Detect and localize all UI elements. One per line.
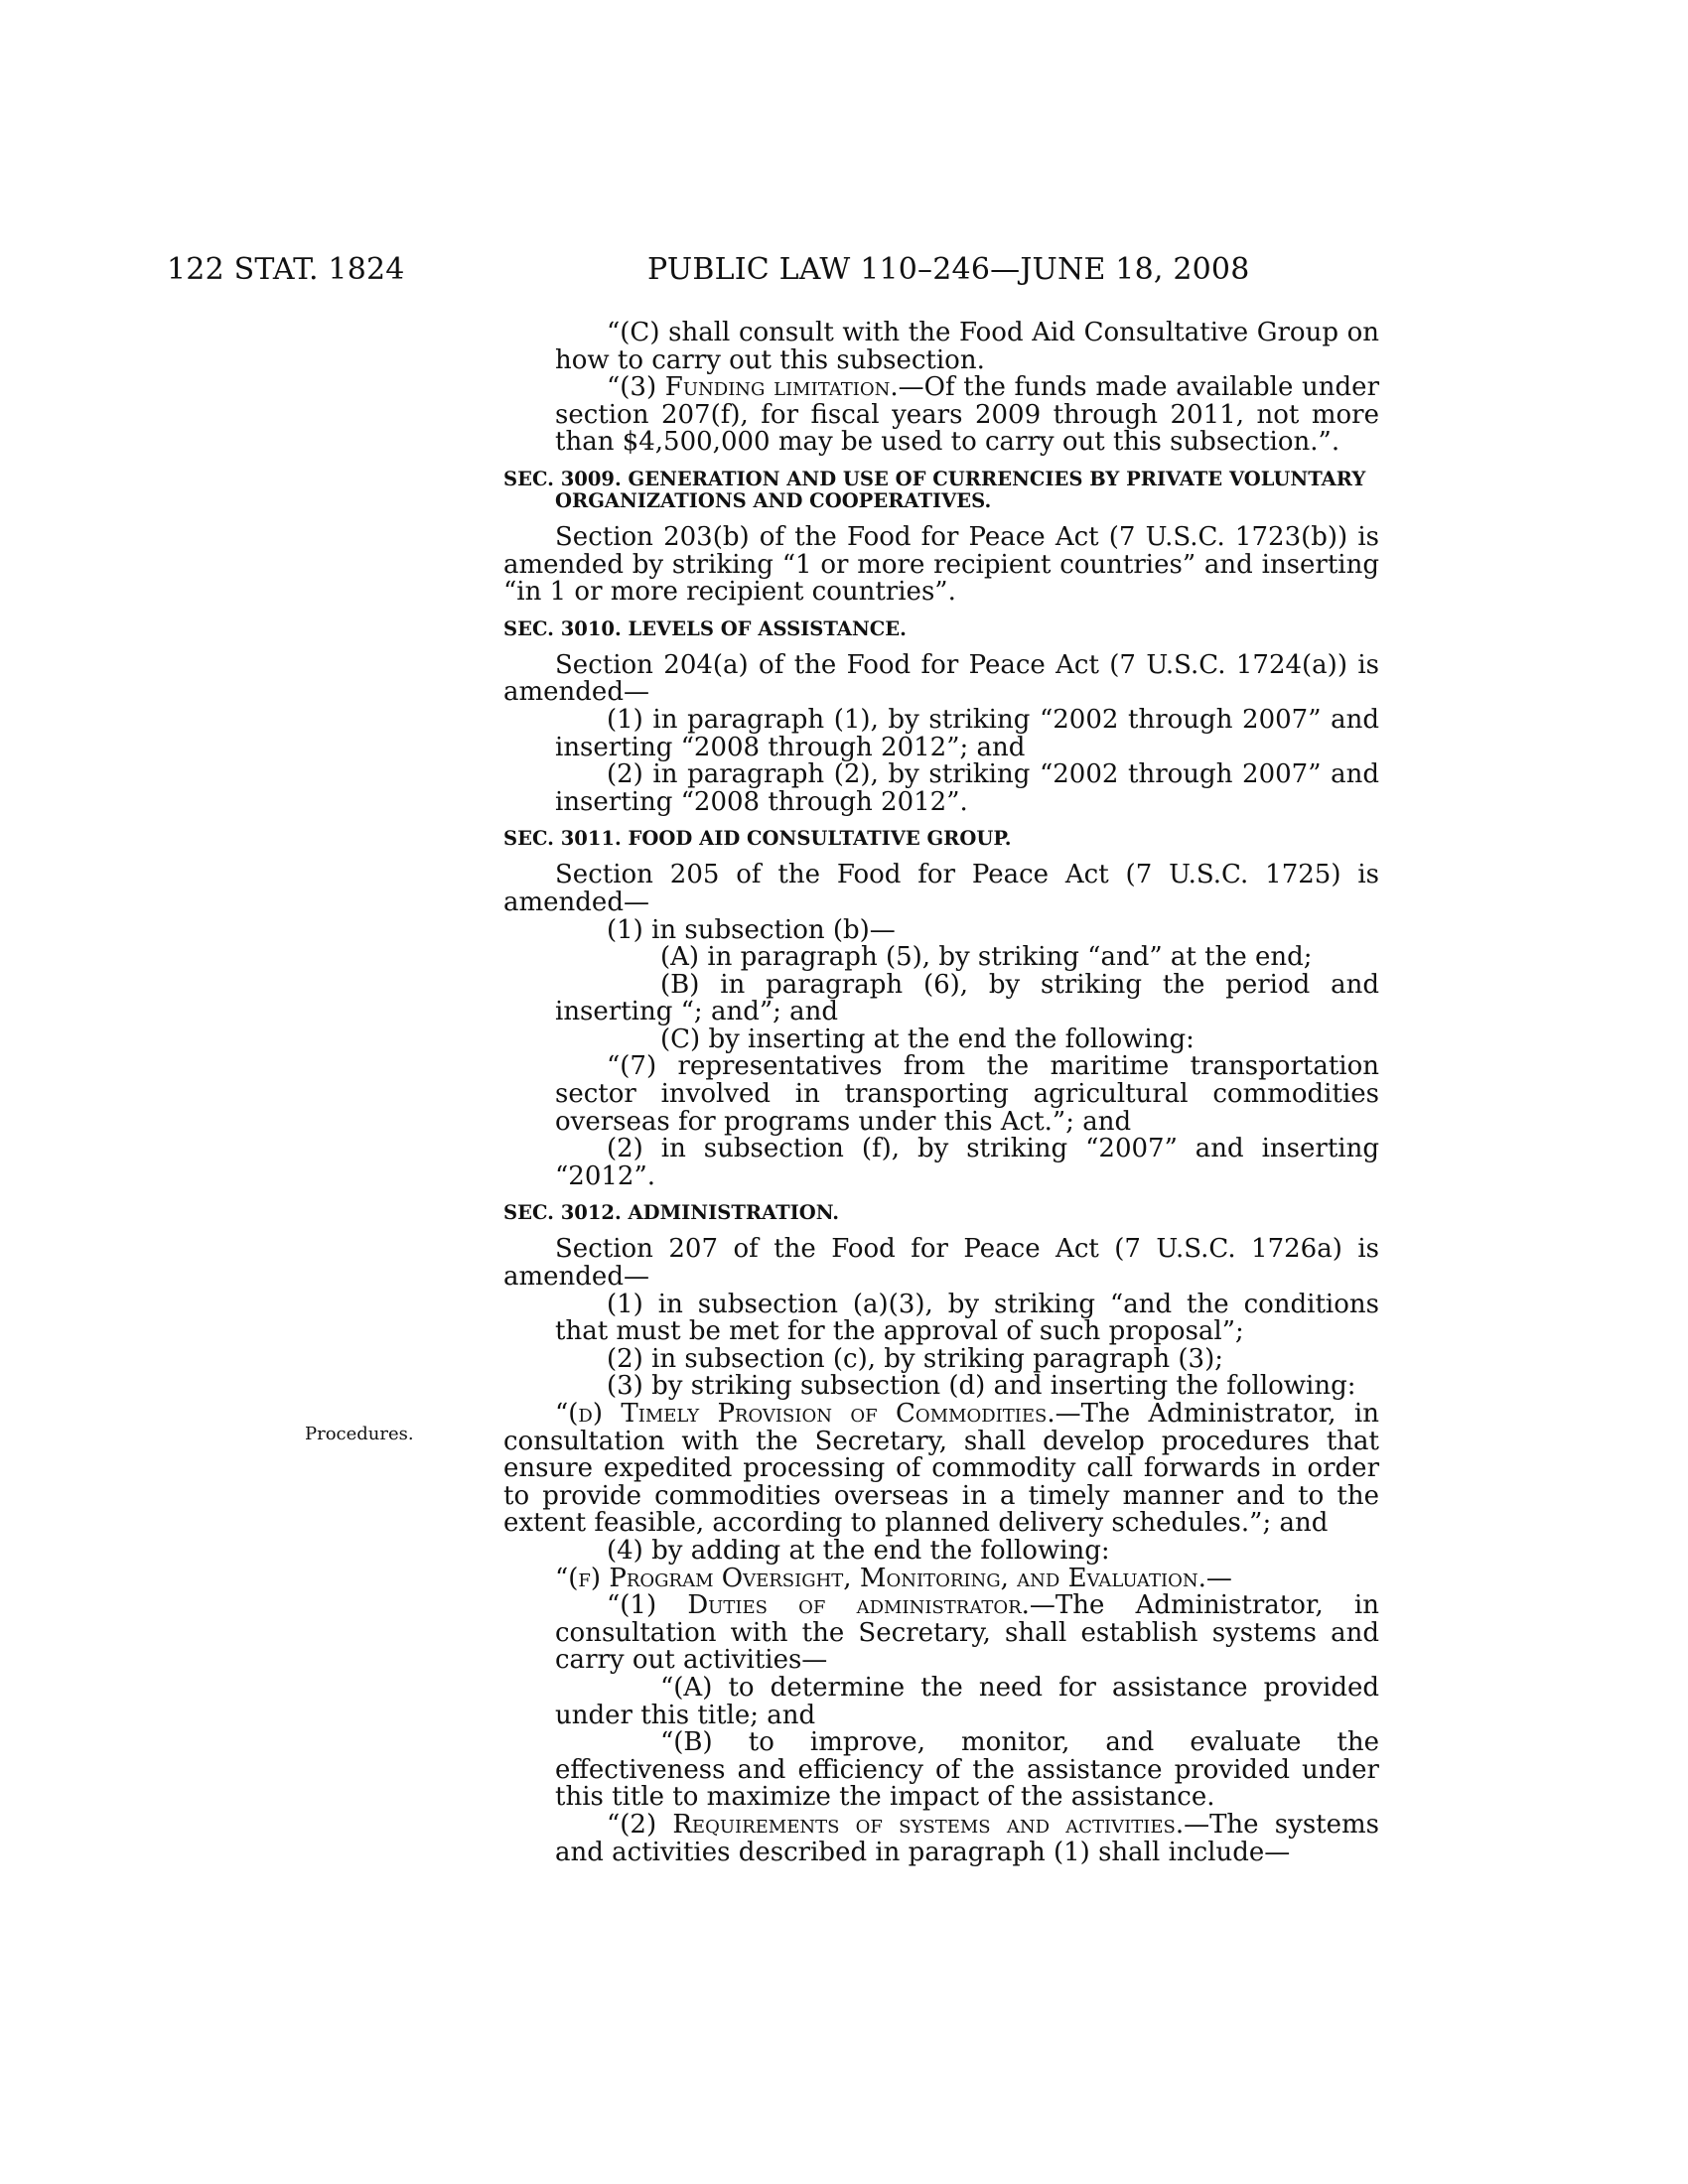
paragraph: Section 207 of the Food for Peace Act (7 U.S.C. 1726a) is amended— xyxy=(503,1234,1379,1293)
section-heading: SEC. 3011. FOOD AID CONSULTATIVE GROUP. xyxy=(503,827,1012,851)
running-head: PUBLIC LAW 110–246—JUNE 18, 2008 xyxy=(647,252,1250,287)
paragraph: (2) in subsection (f), by striking “2007” and inserting “2012”. xyxy=(555,1134,1379,1191)
paragraph xyxy=(503,1401,1379,1538)
paragraph: Section 204(a) of the Food for Peace Act (7 U.S.C. 1724(a)) is amended— xyxy=(503,649,1379,708)
paragraph-text: —The systems and activities described in paragraph (1) shall include— xyxy=(555,1809,1379,1867)
paragraph: “(B) to improve, monitor, and evaluate the effectiveness and efficiency of the assistance provided under this title to maximize the impact of the assistance. xyxy=(555,1727,1379,1813)
margin-note-procedures: Procedures. xyxy=(305,1424,414,1444)
page-stat-reference: 122 STAT. 1824 xyxy=(167,252,405,287)
paragraph xyxy=(503,374,1379,457)
paragraph-heading: “(3) Funding limitation. xyxy=(607,372,899,403)
paragraph: (1) in subsection (a)(3), by striking “and the conditions that must be met for the approval of such proposal”; xyxy=(555,1289,1379,1347)
paragraph-text: —The Administrator, in consultation with the Secretary, shall establish systems and carry out activities— xyxy=(555,1590,1379,1676)
paragraph-heading: “(1) Duties of administrator. xyxy=(607,1590,1030,1621)
paragraph: (4) by adding at the end the following: xyxy=(607,1535,1110,1566)
paragraph: (2) in paragraph (2), by striking “2002 through 2007” and inserting “2008 through 2012”. xyxy=(555,759,1379,817)
paragraph-text: — xyxy=(1205,1563,1232,1593)
paragraph: (C) by inserting at the end the following: xyxy=(660,1024,1195,1054)
section-heading: SEC. 3009. GENERATION AND USE OF CURRENCIES BY PRIVATE VOLUNTARY ORGANIZATIONS AND COOPERATIVES. xyxy=(503,467,1366,512)
document-body xyxy=(503,320,1379,1866)
paragraph-text: —Of the funds made available under section 207(f), for fiscal years 2009 through 2011, not more than $4,500,000 may be used to carry out this subsection.”. xyxy=(555,372,1379,458)
paragraph: “(C) shall consult with the Food Aid Consultative Group on how to carry out this subsection. xyxy=(555,318,1379,375)
paragraph: (2) in subsection (c), by striking paragraph (3); xyxy=(607,1343,1223,1374)
paragraph xyxy=(503,1563,1379,1593)
section-heading: SEC. 3010. LEVELS OF ASSISTANCE. xyxy=(503,616,907,640)
paragraph xyxy=(503,1592,1379,1675)
paragraph: Section 203(b) of the Food for Peace Act (7 U.S.C. 1723(b)) is amended by striking “1 or more recipient countries” and inserting “in 1 or more recipient countries”. xyxy=(503,521,1379,608)
paragraph-heading: “(2) Requirements of systems and activities. xyxy=(607,1809,1185,1840)
paragraph: “(7) representatives from the maritime transportation sector involved in transporting agricultural commodities overseas for programs under this Act.”; and xyxy=(555,1051,1379,1137)
paragraph-text: —The Administrator, in consultation with the Secretary, shall develop procedures that ensure expedited processing of commodity call forwards in order to provide commodities overseas in a timely manner and to the extent feasible, according to planned delivery schedules.”; and xyxy=(503,1399,1379,1539)
paragraph: “(A) to determine the need for assistance provided under this title; and xyxy=(555,1672,1379,1730)
paragraph-heading: “(f) Program Oversight, Monitoring, and Evaluation. xyxy=(555,1563,1206,1593)
paragraph: Section 205 of the Food for Peace Act (7 U.S.C. 1725) is amended— xyxy=(503,860,1379,917)
paragraph: (1) in paragraph (1), by striking “2002 through 2007” and inserting “2008 through 2012”; and xyxy=(555,704,1379,762)
paragraph: (1) in subsection (b)— xyxy=(607,914,896,945)
paragraph: (A) in paragraph (5), by striking “and” at the end; xyxy=(660,942,1313,973)
paragraph: (B) in paragraph (6), by striking the period and inserting “; and”; and xyxy=(555,969,1379,1027)
paragraph: (3) by striking subsection (d) and inserting the following: xyxy=(607,1371,1356,1402)
section-heading: SEC. 3012. ADMINISTRATION. xyxy=(503,1201,840,1225)
paragraph xyxy=(503,1809,1379,1867)
paragraph-heading: “(d) Timely Provision of Commodities. xyxy=(555,1399,1055,1429)
